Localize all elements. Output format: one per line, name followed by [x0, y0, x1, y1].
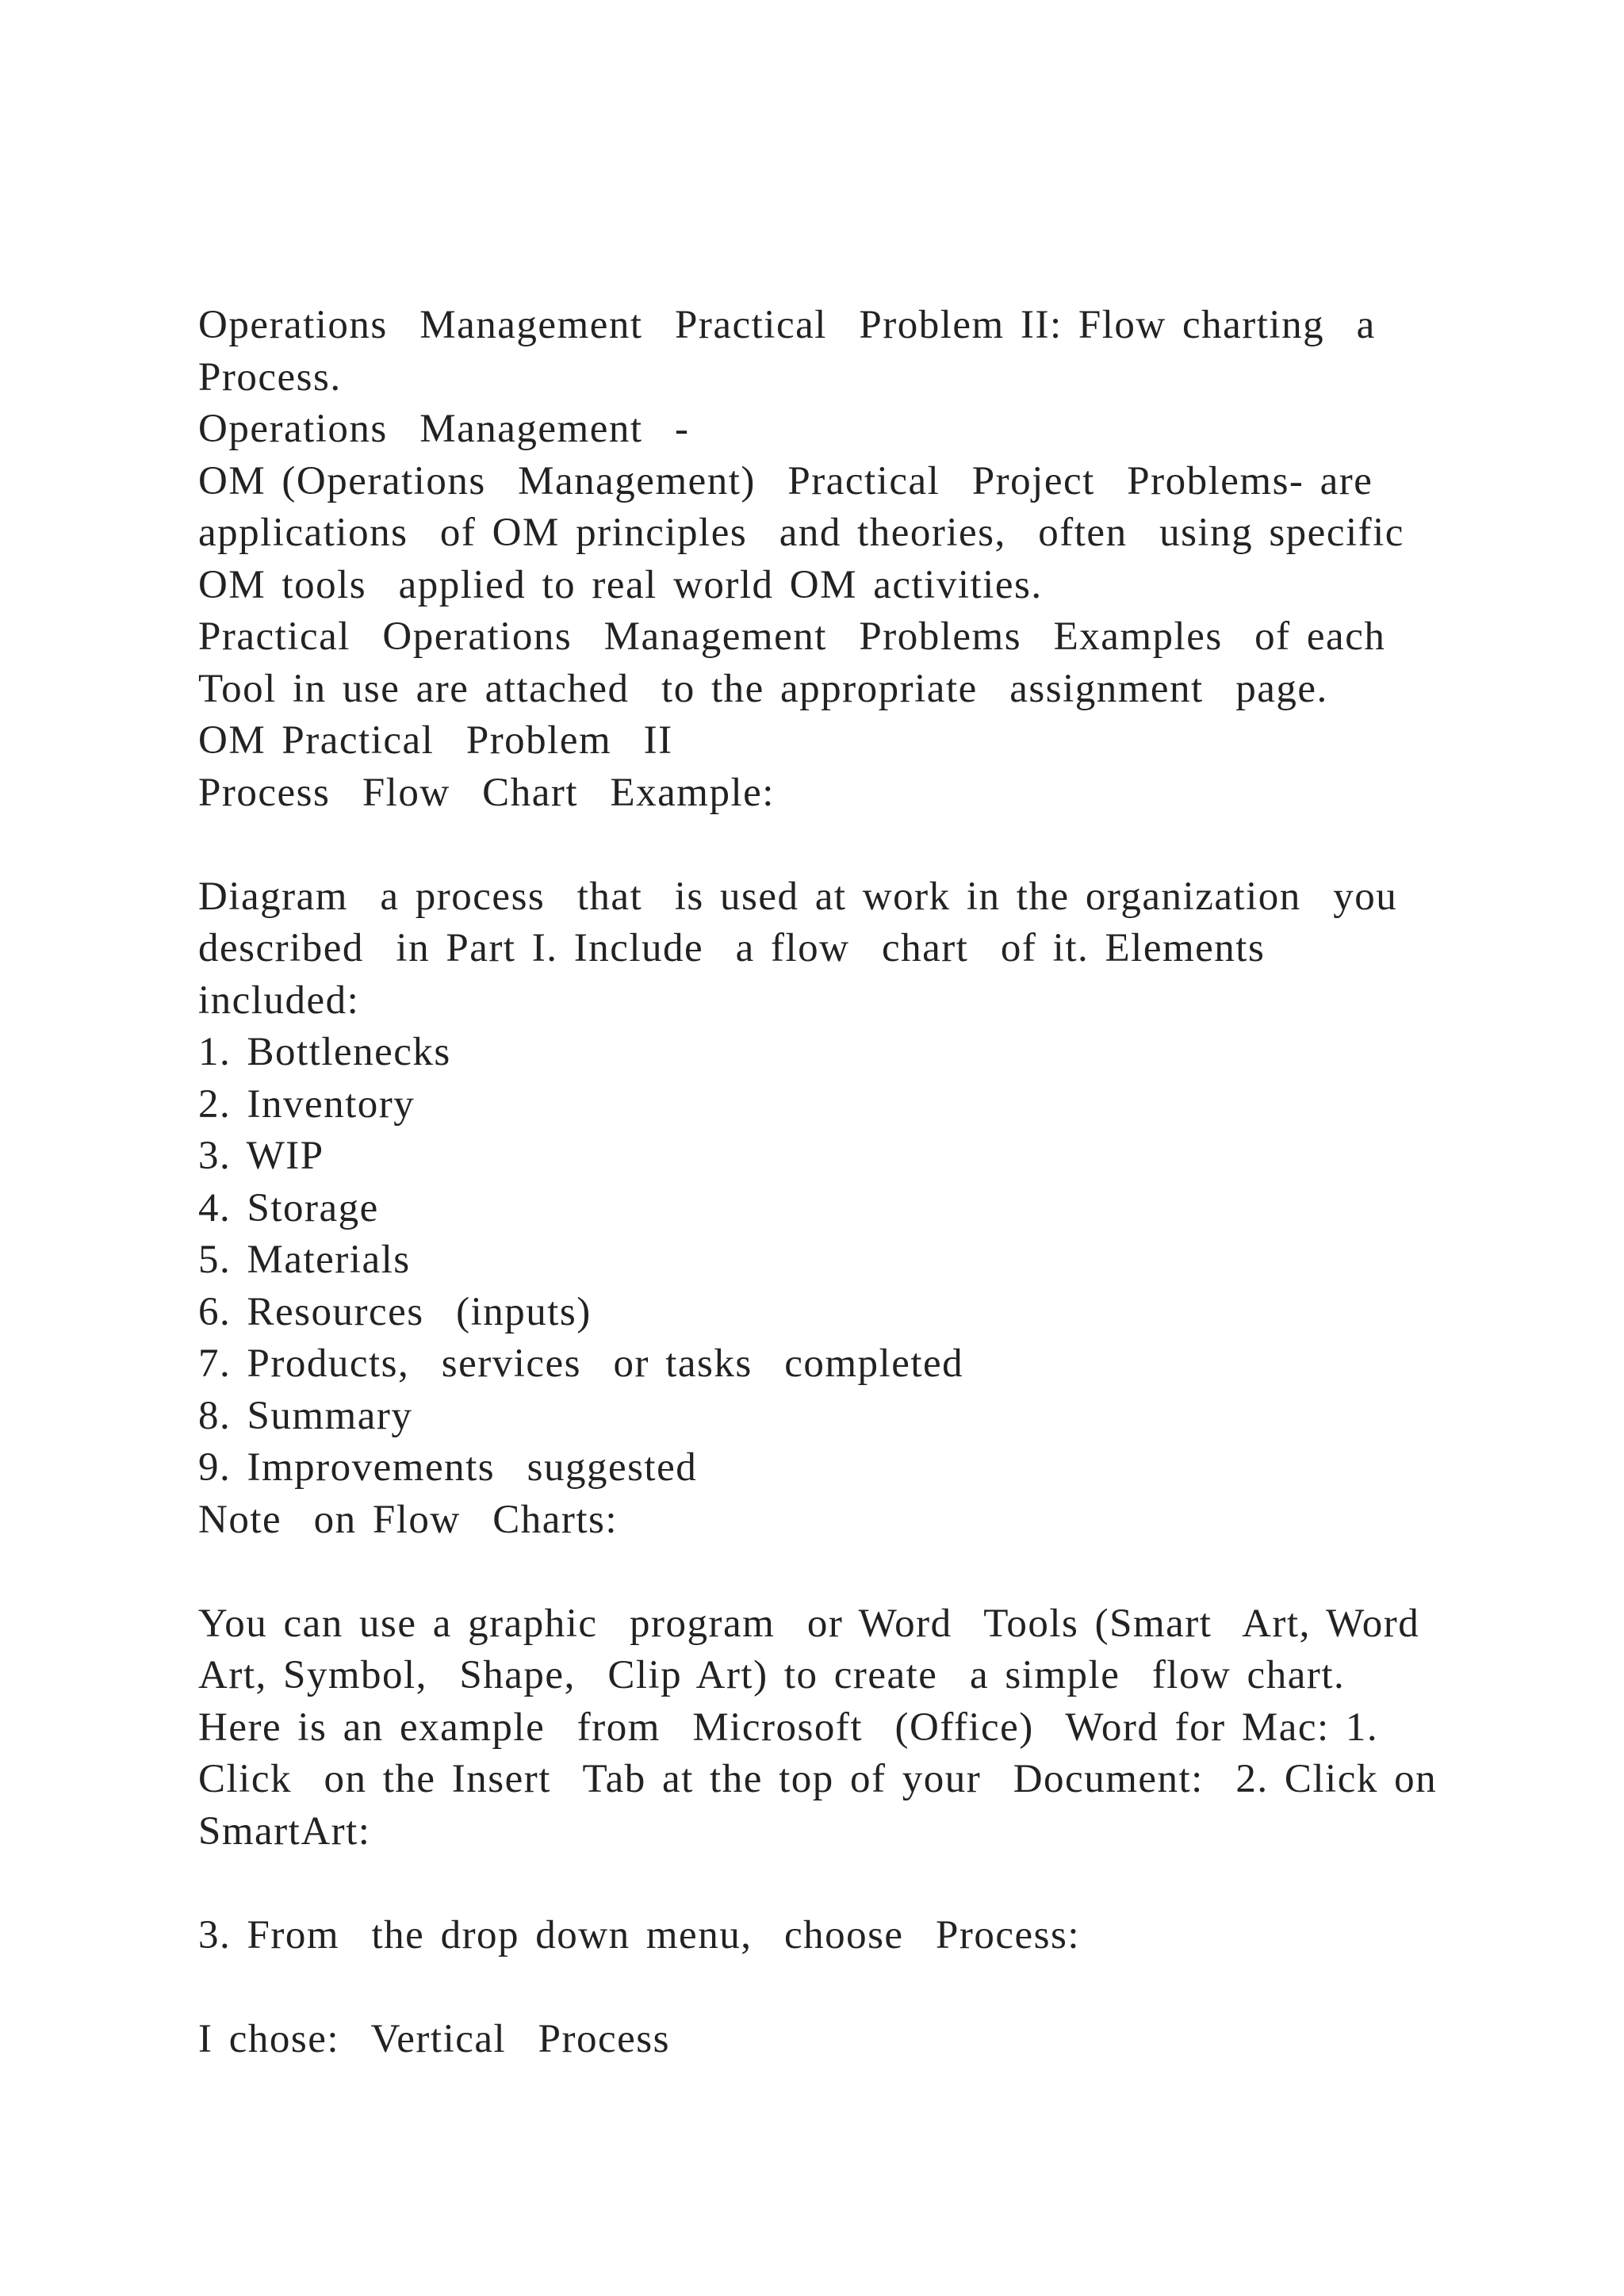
text-line: applications of OM principles and theories, often using specific	[198, 511, 1404, 555]
text-line: Here is an example from Microsoft (Office) Word for Mac: 1.	[198, 1705, 1379, 1750]
text-line: Tool in use are attached to the appropriate assignment page.	[198, 666, 1328, 711]
text-line: Note on Flow Charts:	[198, 1497, 619, 1542]
list-item: 2. Inventory	[198, 1081, 416, 1127]
text-line: Click on the Insert Tab at the top of your Document: 2. Click on	[198, 1757, 1438, 1801]
list-item: 5. Materials	[198, 1238, 411, 1282]
text-line: Process Flow Chart Example:	[198, 770, 775, 815]
text-line: included:	[198, 978, 360, 1023]
list-item: 6. Resources (inputs)	[198, 1289, 592, 1334]
blank-line	[198, 1961, 1435, 2014]
text-line: SmartArt:	[198, 1808, 371, 1854]
blank-line	[198, 1858, 1435, 1910]
text-line: OM (Operations Management) Practical Project Problems- are	[198, 458, 1373, 503]
blank-line	[198, 1546, 1435, 1598]
list-item: 4. Storage	[198, 1185, 379, 1230]
document-body	[198, 300, 1438, 2065]
text-line: OM Practical Problem II	[198, 718, 673, 763]
text-line: Diagram a process that is used at work in the organization you	[198, 874, 1398, 919]
list-item: 9. Improvements suggested	[198, 1445, 698, 1490]
text-line: Art, Symbol, Shape, Clip Art) to create a simple flow chart.	[198, 1653, 1346, 1697]
text-line: Process.	[198, 354, 342, 400]
list-item: 7. Products, services or tasks completed	[198, 1341, 964, 1386]
text-line: Operations Management Practical Problem II: Flow charting a	[198, 303, 1376, 347]
list-item: 1. Bottlenecks	[198, 1030, 451, 1074]
list-item: 3. WIP	[198, 1134, 324, 1178]
text-line: described in Part I. Include a flow chart of it. Elements	[198, 926, 1266, 970]
blank-line	[198, 819, 1435, 871]
text-line: 3. From the drop down menu, choose Process:	[198, 1912, 1081, 1957]
list-item: 8. Summary	[198, 1393, 413, 1438]
text-line: OM tools applied to real world OM activities.	[198, 562, 1043, 607]
text-line: Operations Management -	[198, 407, 690, 451]
text-line: I chose: Vertical Process	[198, 2016, 670, 2061]
text-line: You can use a graphic program or Word Tools (Smart Art, Word	[198, 1601, 1420, 1646]
text-line: Practical Operations Management Problems Examples of each	[198, 614, 1386, 659]
